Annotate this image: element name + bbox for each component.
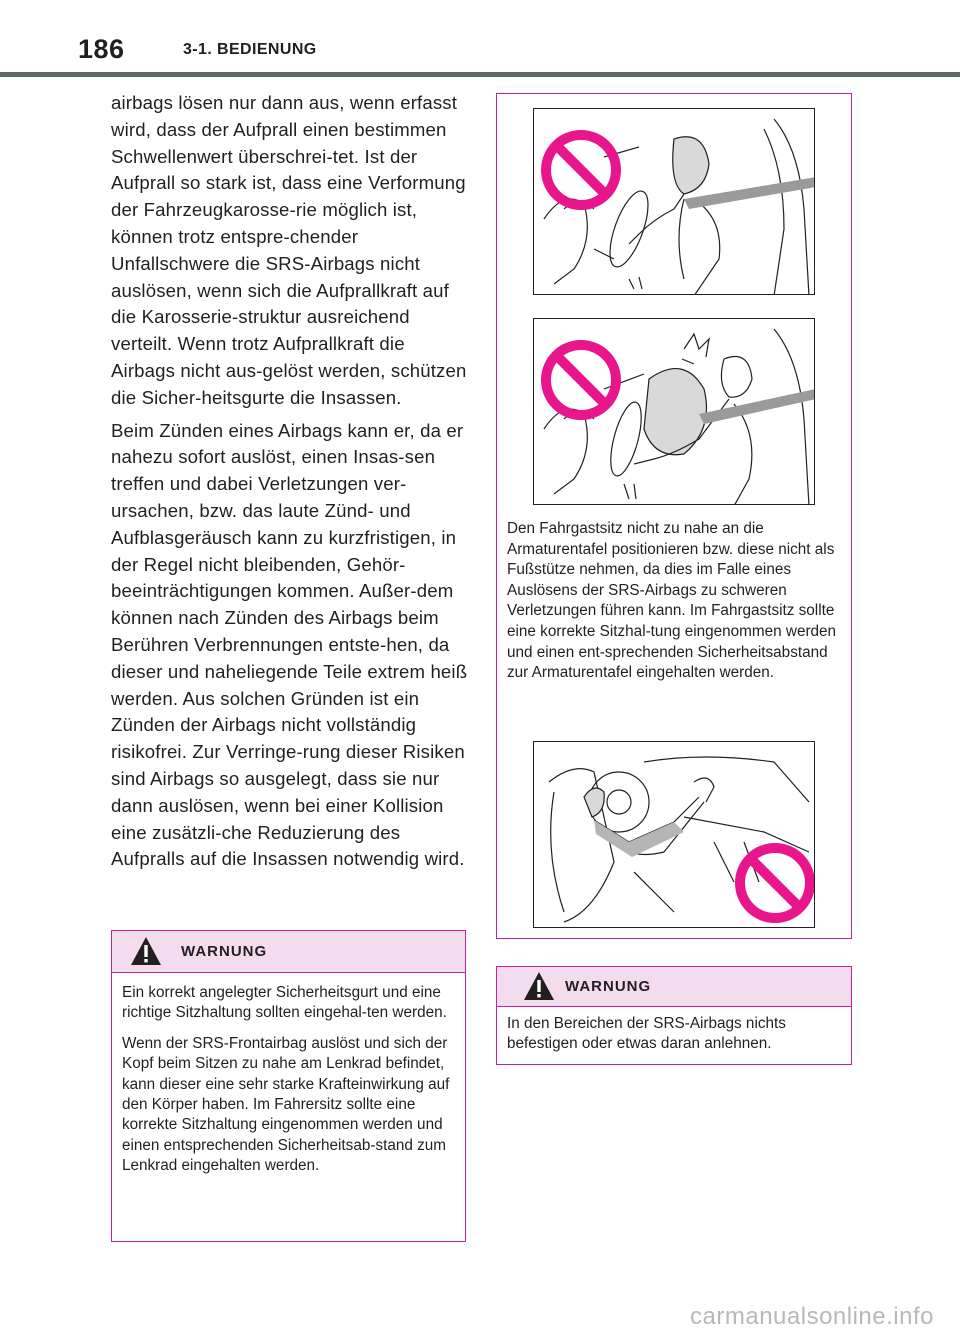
warning-text: Ein korrekt angelegter Sicherheitsgurt und eine richtige Sitzhaltung sollten eingehal-ten werden. [122,984,447,1022]
warning-label: WARNUNG [565,978,652,995]
illustration-caption: Den Fahrgastsitz nicht zu nahe an die Armaturentafel positionieren bzw. diese nicht als Fußstütze nehmen, da dies im Falle eines Auslösens der SRS-Airbags zu schweren Verletzungen führen kann. Im Fahrgastsitz sollte eine korrekte Sitzhal-tung eingenommen werden und einen ent-sprechenden Sicherheitsabstand zur Armaturentafel eingehalten werden. [507,520,837,682]
warning-triangle-icon [523,971,555,1001]
warning-body [497,1007,851,1065]
body-paragraph: airbags lösen nur dann aus, wenn erfasst wird, dass der Aufprall einen bestimmen Schwellenwert überschrei-tet. Ist der Aufprall so stark ist, dass eine Verformung der Fahrzeugkarosse-rie möglich ist, können trotz entspre-chender Unfallschwere die SRS-Airbags nicht auslösen, wenn sich die Aufprallkraft auf die Karosserie-struktur ausreichend verteilt. Wenn trotz Aufprallkraft die Airbags nicht aus-gelöst werden, schützen die Sicher-heitsgurte die Insassen. [111,92,467,408]
body-paragraph: Beim Zünden eines Airbags kann er, da er nahezu sofort auslöst, einen Insas-sen treffen und dabei Verletzungen ver-ursachen, bzw. das laute Zünd- und Aufblasgeräusch kann zu kurzfristigen, in der Regel nicht bleibenden, Gehör-beeinträchtigungen kommen. Außer-dem können nach Zünden des Airbags beim Berühren Verbrennungen entste-hen, da dieser und naheliegende Teile extrem heiß werden. Aus solchen Gründen ist ein Zünden der Airbags nicht vollständig risikofrei. Zur Verringe-rung dieser Risiken sind Airbags so ausgelegt, dass sie nur dann auslösen, wenn bei einer Kollision eine zusätzli-che Reduzierung des Aufpralls auf die Insassen notwendig wird. [111,419,468,870]
warning-box [496,966,852,1065]
warning-header [112,931,465,973]
prohibition-icon [734,842,815,924]
watermark: carmanualsonline.info [690,1303,934,1330]
header-divider [0,72,960,77]
warning-triangle-icon [130,936,162,966]
warning-header [497,967,851,1007]
warning-text: In den Bereichen der SRS-Airbags nichts befestigen oder etwas daran anlehnen. [507,1015,786,1053]
warning-body [112,973,465,1187]
warning-label: WARNUNG [181,943,268,960]
warning-text: Wenn der SRS-Frontairbag auslöst und sich der Kopf beim Sitzen zu nahe am Lenkrad befindet, kann dieser eine sehr starke Krafteinwirkung auf den Körper haben. Im Fahrersitz sollte eine korrekte Sitzhaltung eingenommen werden und einen entsprechenden Sicherheitsab-stand zum Lenkrad eingehalten werden. [122,1034,450,1175]
illustration-feet-on-dashboard [533,741,815,928]
illustration-airbag-impact [533,318,815,505]
prohibition-icon [540,339,622,421]
page-number: 186 [78,34,125,64]
prohibition-icon [540,129,622,211]
warning-box [111,930,466,1242]
body-text-column [111,90,473,873]
section-title: 3-1. BEDIENUNG [183,41,317,58]
illustration-driver-leaning [533,108,815,295]
